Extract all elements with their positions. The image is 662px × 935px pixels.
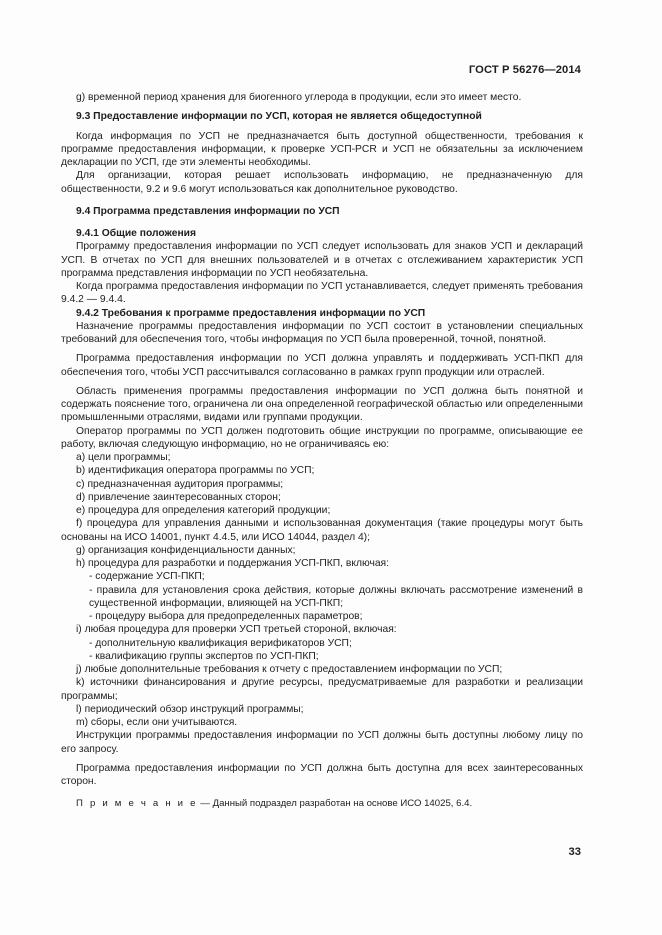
list-item: g) временной период хранения для биогенного углерода в продукции, если это имеет место. — [76, 92, 522, 103]
note — [61, 797, 583, 810]
paragraph: Инструкции программы предоставления информации по УСП должны быть доступны любому лицу по его запросу. — [61, 730, 583, 755]
list-item: f) процедура для управления данными и использованная документация (такие процедуры могут быть основаны на ИСО 14001, пункт 4.4.5, или ИСО 14044, раздел 4); — [61, 518, 583, 543]
list-item: d) привлечение заинтересованных сторон; — [76, 491, 281, 503]
list-item: h) процедура для разработки и поддержания УСП-ПКП, включая: — [76, 558, 389, 569]
sub-list-item: - правила для установления срока действия, которые должны включать рассмотрение изменений в существенной информации, влияющей на УСП-ПКП; — [89, 584, 583, 609]
sub-list-item: - квалификацию группы экспертов по УСП-ПКП; — [89, 650, 319, 662]
note-text: — Данный подраздел разработан на основе ИСО 14025, 6.4. — [197, 798, 473, 810]
paragraph: Для организации, которая решает использовать информацию, не предназначенную для общественности, 9.2 и 9.6 могут использоваться как дополнительное руководство. — [61, 170, 583, 195]
list-item: c) предназначенная аудитория программы; — [76, 478, 284, 490]
paragraph: Оператор программы по УСП должен подготовить общие инструкции по программе, описывающие ее работу, включая следующую информацию, но не ограничиваясь ею: — [61, 425, 583, 450]
list-item: k) источники финансирования и другие ресурсы, предусматриваемые для разработки и реализации программы; — [61, 677, 583, 702]
document-body — [61, 91, 583, 811]
paragraph: Программа предоставления информации по УСП должна быть доступна для всех заинтересованных сторон. — [61, 762, 583, 787]
standard-header: ГОСТ Р 56276—2014 — [468, 64, 581, 76]
subsection-heading: 9.4.2 Требования к программе предоставления информации по УСП — [76, 307, 426, 319]
paragraph: Программа предоставления информации по УСП должна управлять и поддерживать УСП-ПКП для обеспечения того, чтобы УСП рассчитывался согласованно в рамках групп продукции или отраслей. — [61, 353, 583, 378]
paragraph: Область применения программы предоставления информации по УСП должна быть понятной и содержать пояснение того, ограничена ли она определенной географической областью или определенными промышленными отраслями, видами или группами продукции. — [61, 385, 584, 424]
paragraph: Назначение программы предоставления информации по УСП состоит в установлении специальных требований для обеспечения того, чтобы информация по УСП была проверенной, точной, понятной. — [61, 320, 583, 345]
paragraph: Когда программа предоставления информации по УСП устанавливается, следует применять требования 9.4.2 — 9.4.4. — [61, 281, 583, 306]
list-item: m) сборы, если они учитываются. — [76, 717, 238, 728]
subsection-heading: 9.4.1 Общие положения — [76, 228, 196, 239]
list-item: i) любая процедура для проверки УСП третьей стороной, включая: — [76, 624, 397, 636]
list-item: l) периодический обзор инструкций программы; — [76, 703, 304, 715]
sub-list-item: - процедуру выбора для предопределенных параметров; — [89, 611, 363, 622]
page-number: 33 — [568, 846, 581, 858]
list-item: b) идентификация оператора программы по УСП; — [76, 465, 315, 477]
sub-list-item: - содержание УСП-ПКП; — [89, 571, 205, 583]
note-label: П р и м е ч а н и е — [76, 798, 198, 810]
list-item: j) любые дополнительные требования к отчету с предоставлением информации по УСП; — [76, 664, 503, 675]
list-item: a) цели программы; — [76, 452, 171, 463]
sub-list-item: - дополнительную квалификация верификаторов УСП; — [89, 637, 352, 649]
section-heading: 9.3 Предоставление информации по УСП, которая не является общедоступной — [76, 111, 482, 123]
paragraph: Программу предоставления информации по УСП следует использовать для знаков УСП и деклараций УСП. В отчетах по УСП для внешних пользователей и в отчетах с отслеживанием характеристик УСП программа представления информации по УСП необязательна. — [61, 241, 583, 279]
list-item: g) организация конфиденциальности данных; — [76, 544, 296, 556]
list-item: e) процедура для определения категорий продукции; — [76, 505, 331, 516]
paragraph: Когда информация по УСП не предназначается быть доступной общественности, требования к программе предоставления информации, к проверке УСП-PCR и УСП не обязательны за исключением декларации по УСП, где эти элементы необходимы. — [61, 130, 583, 168]
section-heading: 9.4 Программа представления информации по УСП — [76, 205, 340, 217]
